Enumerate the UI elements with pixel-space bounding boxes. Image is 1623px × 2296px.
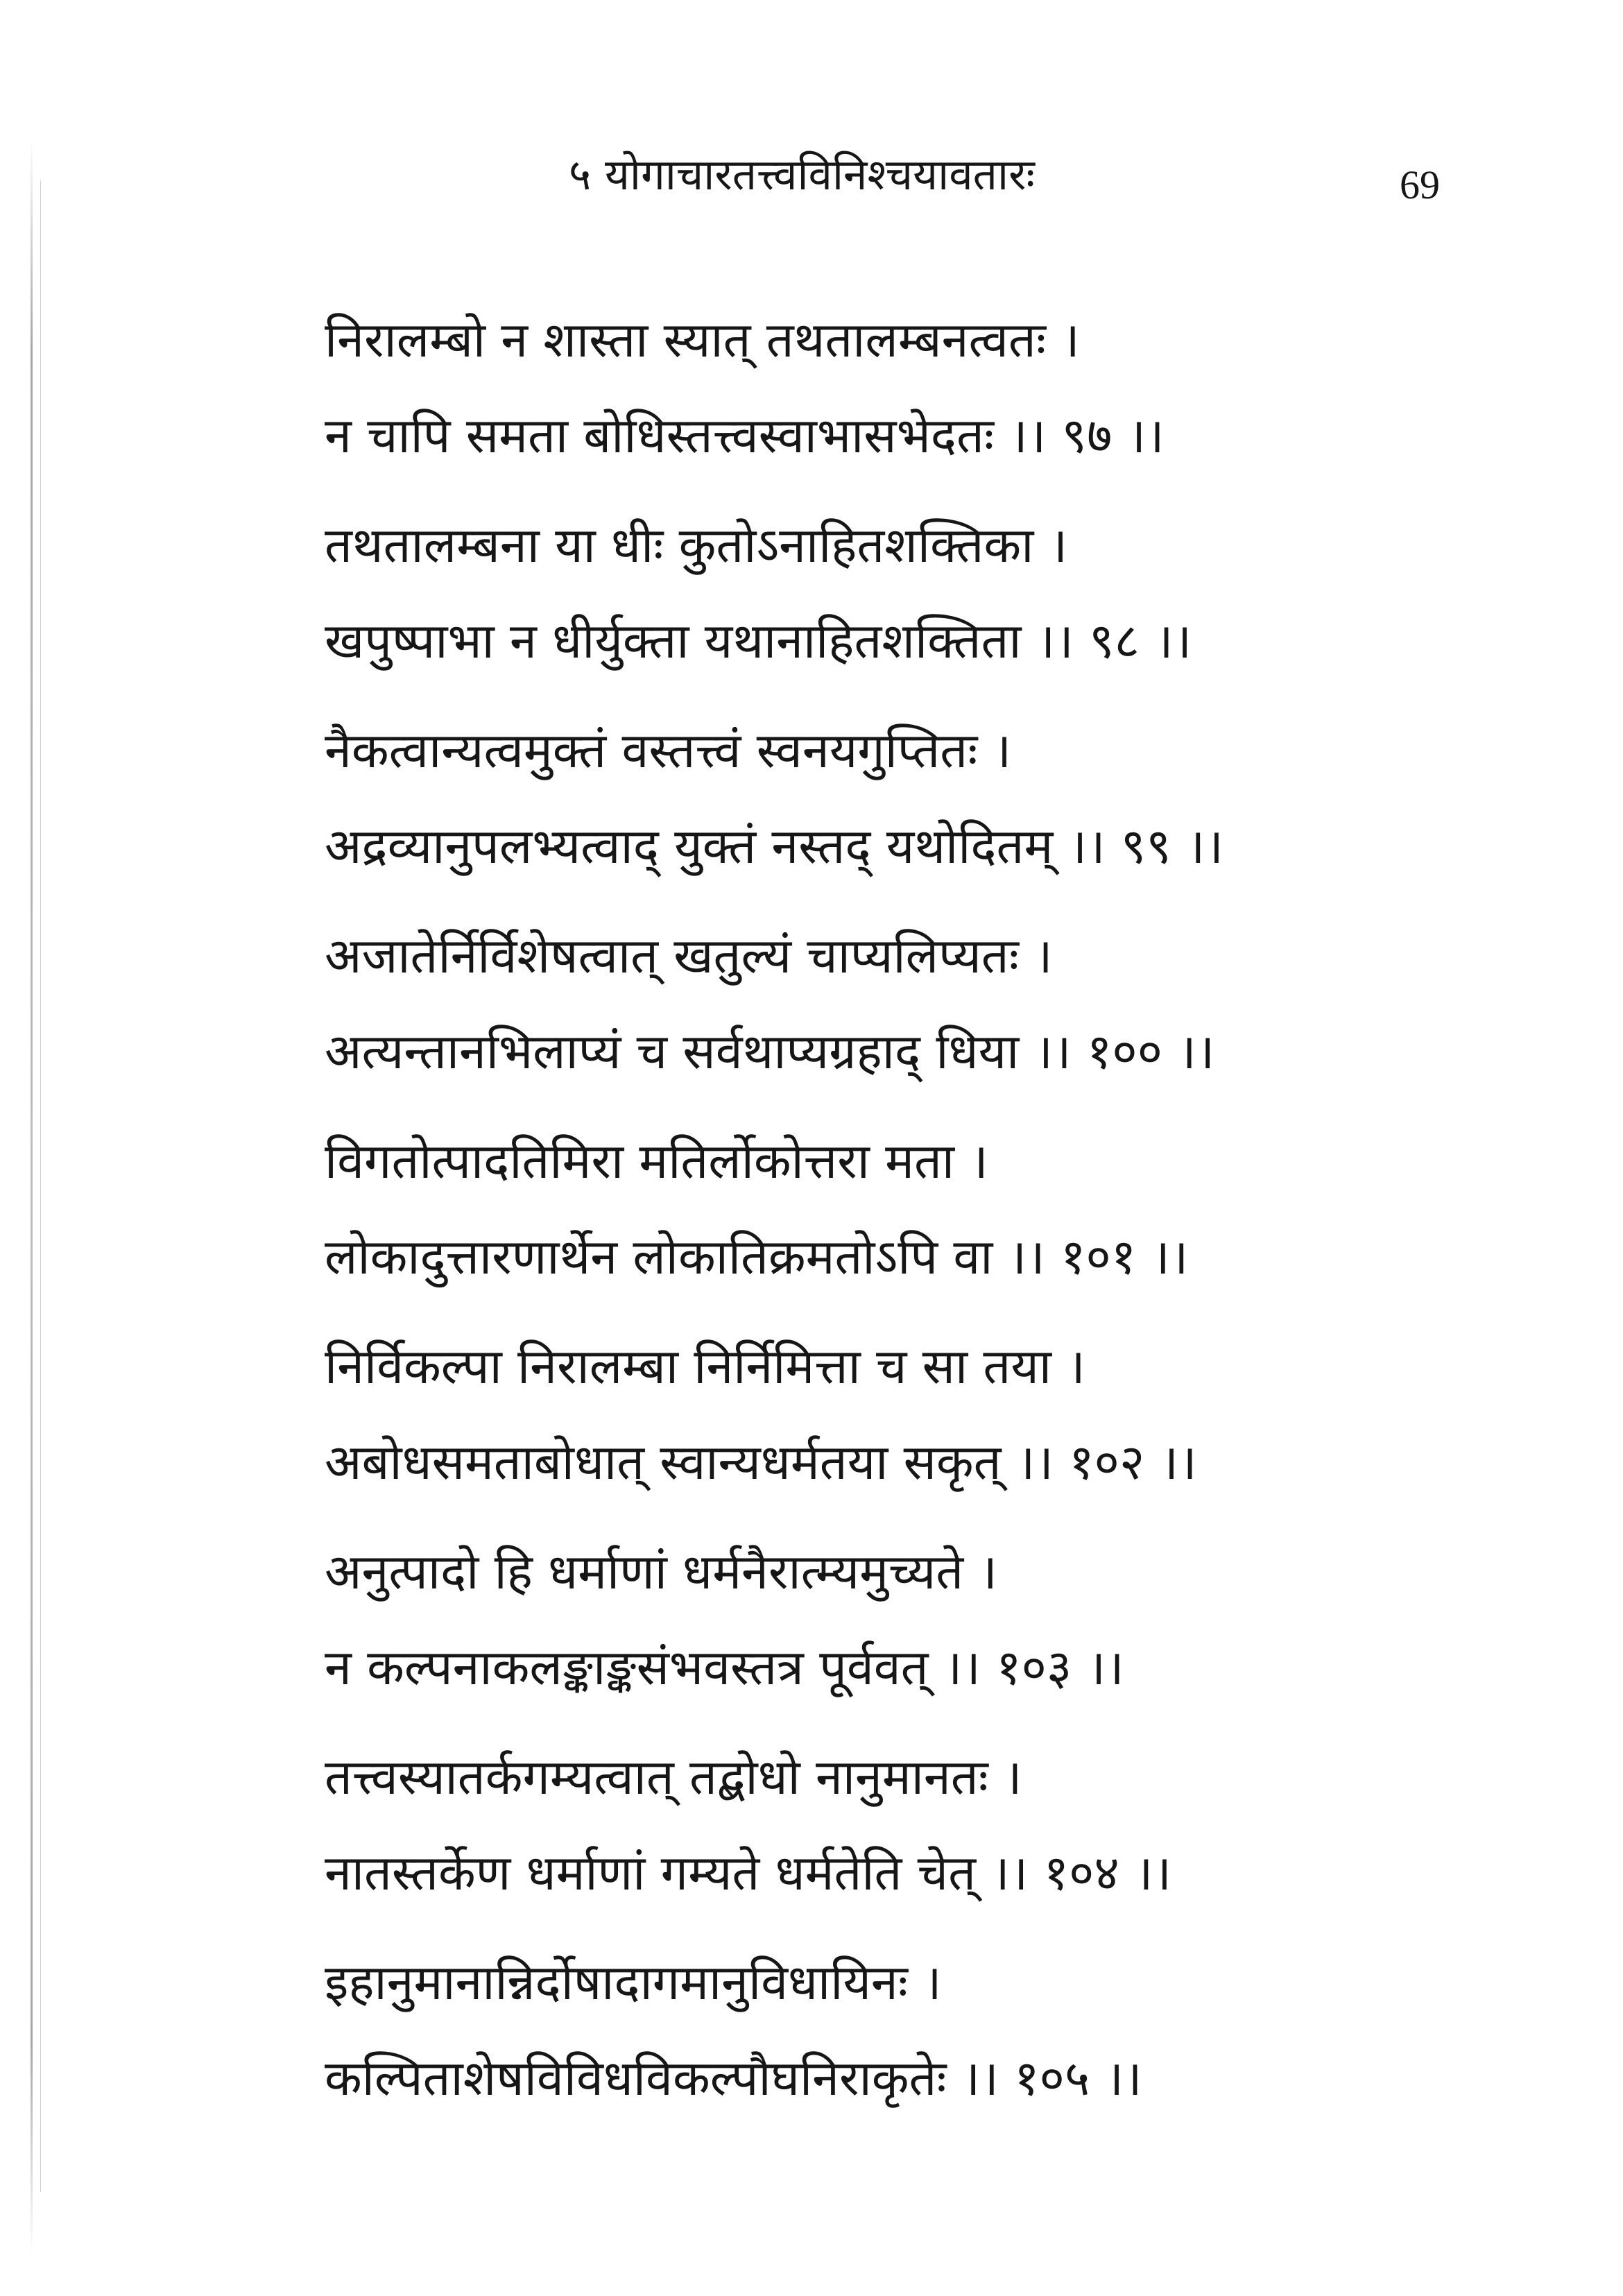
verse-103	[325, 1541, 1587, 1746]
verse-line: अद्रव्यानुपलभ्यत्वाद् युक्तं नस्तद् यथोदितम् ।। ९९ ।।	[325, 818, 1223, 875]
verse-line: नैकत्वान्यत्वमुक्तं वस्तत्त्वं स्वनयगुप्तितः ।	[325, 722, 1012, 779]
verse-105	[325, 1951, 1587, 2157]
verse-98	[325, 514, 1587, 719]
verse-99	[325, 719, 1587, 925]
verse-line: निर्विकल्पा निरालम्बा निर्निमित्ता च सा तया ।	[325, 1338, 1085, 1395]
verse-line: अजातेर्निर्विशेषत्वात् खतुल्यं चाप्यलिप्यतः ।	[325, 927, 1053, 984]
verse-line: विगतोत्पादतिमिरा मतिर्लोकोत्तरा मता ।	[325, 1133, 988, 1190]
scan-edge-shadow	[31, 139, 33, 2254]
verse-line: तथतालम्बना या धीः कुतोऽनाहितशक्तिका ।	[325, 517, 1068, 574]
verse-101	[325, 1130, 1587, 1335]
verse-line: कल्पिताशेषविविधविकल्पौघनिराकृतेः ।। १०५ ।।	[325, 2050, 1142, 2107]
verse-line: न चापि समता बोधिस्तत्त्वस्वाभासभेदतः ।। ९७ ।।	[325, 407, 1165, 464]
verse-line: इहानुमानान्निर्दोषादागमानुविधायिनः ।	[325, 1954, 942, 2011]
page-number: 69	[1400, 162, 1440, 207]
verse-line: लोकादुत्तारणार्थेन लोकातिक्रमतोऽपि वा ।। १०१ ।।	[325, 1228, 1189, 1285]
scan-edge-line	[40, 180, 41, 2192]
verse-104	[325, 1746, 1587, 1951]
verse-line: तत्त्वस्यातर्कगम्यत्वात् तद्बोधो नानुमानतः ।	[325, 1749, 1022, 1806]
verse-line: खपुष्पाभा न धीर्युक्ता यथानाहितशक्तिता ।। ९८ ।।	[325, 612, 1192, 669]
verse-line: न कल्पनाकलङ्काङ्कसंभवस्तत्र पूर्ववत् ।। १०३ ।।	[325, 1639, 1124, 1696]
verse-line: अत्यन्तानभिलाप्यं च सर्वथाप्यग्रहाद् धिया ।। १०० ।।	[325, 1023, 1215, 1080]
verse-line: निरालम्बो न शास्ता स्यात् तथतालम्बनत्वतः ।	[325, 311, 1080, 368]
running-title: ५ योगाचारतत्त्वविनिश्चयावतारः	[569, 149, 1035, 200]
verse-100	[325, 925, 1587, 1130]
verse-line: अबोधसमताबोधात् स्वान्यधर्मतया सकृत् ।। १०२ ।।	[325, 1434, 1197, 1491]
verse-line: अनुत्पादो हि धर्माणां धर्मनैरात्म्यमुच्यते ।	[325, 1543, 997, 1600]
verse-list	[325, 309, 1587, 2157]
verse-97	[325, 309, 1587, 514]
verse-102	[325, 1335, 1587, 1541]
verse-line: नातस्तर्केण धर्माणां गम्यते धर्मतेति चेत् ।। १०४ ।।	[325, 1844, 1172, 1901]
